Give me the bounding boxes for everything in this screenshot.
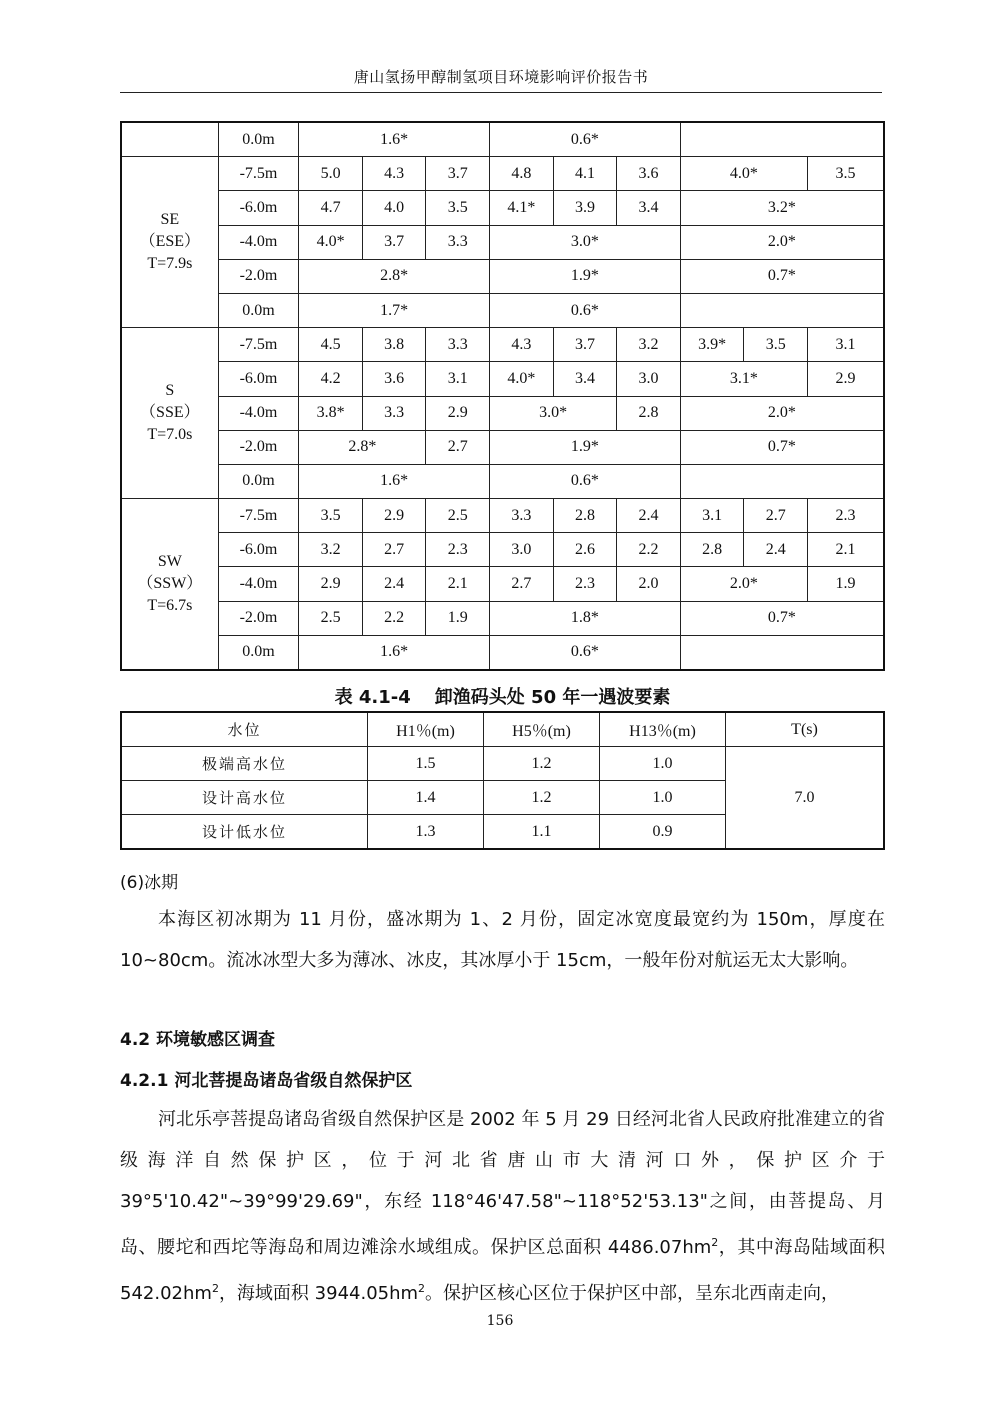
direction-line: SE <box>160 211 180 229</box>
wave-value-cell: 3.3 <box>490 499 554 533</box>
depth-cell: 0.0m <box>218 122 299 157</box>
wave-value-cell: 3.7 <box>362 225 426 259</box>
table-row <box>121 635 884 670</box>
wave-value-cell: 3.1 <box>807 328 884 362</box>
wave-value-cell: 3.1 <box>680 499 744 533</box>
direction-line: S <box>165 382 175 400</box>
wave-value-cell: 4.0* <box>299 225 363 259</box>
wave-value-cell: 2.8 <box>617 396 681 430</box>
wave-value-cell: 3.5 <box>426 191 490 225</box>
wave-value-cell: 0.6* <box>490 122 681 157</box>
row-label: 设计低水位 <box>121 815 368 850</box>
wave-value-cell: 4.0 <box>362 191 426 225</box>
wave-value-cell: 2.8* <box>299 430 426 464</box>
direction-cell <box>121 499 218 670</box>
header-h5: H5％(m) <box>484 712 600 747</box>
direction-line: T=7.9s <box>147 255 193 273</box>
wave-value-cell: 2.6 <box>553 533 617 567</box>
wave-value-cell: 0.6* <box>490 293 681 327</box>
direction-line: SW <box>157 553 182 571</box>
wave-value-cell: 2.7 <box>362 533 426 567</box>
table-row <box>121 293 884 327</box>
wave-value-cell: 2.0* <box>680 396 884 430</box>
table-row <box>121 430 884 464</box>
wave-value-cell: 2.1 <box>807 533 884 567</box>
text-run: ，海域面积 3944.05hm <box>218 1283 419 1304</box>
superscript: 2 <box>211 1282 219 1295</box>
table-row <box>121 191 884 225</box>
depth-cell: -4.0m <box>218 225 299 259</box>
table-row <box>121 601 884 635</box>
wave-value-cell: 3.5 <box>744 328 808 362</box>
wave-value-cell: 3.5 <box>807 157 884 191</box>
wave-value-cell: 4.0* <box>490 362 554 396</box>
cell-h5: 1.2 <box>484 781 600 815</box>
row-label: 设计高水位 <box>121 781 368 815</box>
wave-value-cell <box>680 464 884 498</box>
wave-value-cell: 3.8 <box>362 328 426 362</box>
table-row <box>121 122 884 157</box>
cell-h1: 1.4 <box>368 781 484 815</box>
wave-value-cell: 2.5 <box>299 601 363 635</box>
wave-value-cell: 2.0* <box>680 225 884 259</box>
wave-value-cell: 0.6* <box>490 464 681 498</box>
wave-value-cell: 2.8 <box>553 499 617 533</box>
wave-value-cell: 1.9 <box>426 601 490 635</box>
wave-value-cell: 2.1 <box>426 567 490 601</box>
table-row <box>121 464 884 498</box>
header-water-level: 水位 <box>121 712 368 747</box>
direction-cell <box>121 157 218 328</box>
depth-cell: -4.0m <box>218 567 299 601</box>
text-run: ，其中海岛陆域面积 542.02hm <box>120 1237 885 1304</box>
wave-value-cell: 2.4 <box>617 499 681 533</box>
wave-value-cell: 3.6 <box>617 157 681 191</box>
depth-cell: 0.0m <box>218 464 299 498</box>
table-row <box>121 225 884 259</box>
subsection-ice-period: (6)冰期 <box>120 873 179 893</box>
table-header-row <box>121 712 884 747</box>
wave-value-cell: 2.0* <box>680 567 807 601</box>
wave-value-cell: 1.6* <box>299 635 490 670</box>
wave-value-cell: 2.3 <box>553 567 617 601</box>
wave-value-cell: 3.0 <box>617 362 681 396</box>
cell-t: 7.0 <box>726 747 885 850</box>
text-run: 河北乐亭菩提岛诸岛省级自然保护区是 2002 年 5 月 29 日经河北省人民政府批准建立的省级海洋自然保护区，位于河北省唐山市大清河口外，保护区介于 39°5'10.42"~39°99'29.69"，东经 118°46'47.58"~118°52'53.13"之间，由菩提岛、月岛、腰坨和西坨等海岛和周边滩涂水域组成。保护区总面积 4486.07hm <box>120 1109 885 1258</box>
wave-elements-table <box>120 121 885 671</box>
wave-value-cell: 2.8* <box>299 259 490 293</box>
wave-value-cell: 1.7* <box>299 293 490 327</box>
depth-cell: -7.5m <box>218 157 299 191</box>
direction-line: （SSW） <box>137 575 203 593</box>
wave-value-cell: 1.9* <box>490 430 681 464</box>
wave-value-cell: 0.6* <box>490 635 681 670</box>
header-divider <box>120 92 882 93</box>
header-h1: H1％(m) <box>368 712 484 747</box>
wave-value-cell: 5.0 <box>299 157 363 191</box>
row-label: 极端高水位 <box>121 747 368 781</box>
wave-value-cell: 3.8* <box>299 396 363 430</box>
wave-value-cell: 2.9 <box>299 567 363 601</box>
cell-h1: 1.3 <box>368 815 484 850</box>
header-t: T(s) <box>726 712 885 747</box>
depth-cell: -6.0m <box>218 533 299 567</box>
wave-value-cell: 3.2* <box>680 191 884 225</box>
paragraph-ice: 本海区初冰期为 11 月份，盛冰期为 1、2 月份，固定冰宽度最宽约为 150m，厚度在 10~80cm。流冰冰型大多为薄冰、冰皮，其冰厚小于 15cm，一般年份对航运无太大影响。 <box>120 909 885 971</box>
section-heading-4-2-1: 4.2.1 河北菩提岛诸岛省级自然保护区 <box>120 1071 413 1091</box>
table-row <box>121 157 884 191</box>
wave-value-cell: 0.7* <box>680 259 884 293</box>
text-run: 。保护区核心区位于保护区中部，呈东北西南走向， <box>425 1283 840 1304</box>
depth-cell: -7.5m <box>218 499 299 533</box>
superscript: 2 <box>418 1282 426 1295</box>
wave-value-cell: 3.2 <box>617 328 681 362</box>
wave-value-cell: 3.3 <box>362 396 426 430</box>
wave-value-cell: 0.7* <box>680 430 884 464</box>
wave-value-cell <box>680 122 884 157</box>
table-row <box>121 396 884 430</box>
wave-value-cell: 2.2 <box>617 533 681 567</box>
wave-value-cell: 3.4 <box>617 191 681 225</box>
wave-value-cell: 4.1* <box>490 191 554 225</box>
wave-value-cell: 2.9 <box>807 362 884 396</box>
wave-value-cell: 4.5 <box>299 328 363 362</box>
wave-value-cell: 4.3 <box>490 328 554 362</box>
wave-value-cell: 2.7 <box>744 499 808 533</box>
wave-value-cell: 2.3 <box>807 499 884 533</box>
table-number: 表 4.1-4 <box>334 687 411 708</box>
table-row <box>121 747 884 781</box>
cell-h1: 1.5 <box>368 747 484 781</box>
depth-cell: -4.0m <box>218 396 299 430</box>
direction-line: （ESE） <box>139 233 201 251</box>
depth-cell: -6.0m <box>218 191 299 225</box>
wave-value-cell: 2.4 <box>744 533 808 567</box>
wave-value-cell: 4.3 <box>362 157 426 191</box>
wave-value-cell: 3.1 <box>426 362 490 396</box>
depth-cell: -7.5m <box>218 328 299 362</box>
wave-value-cell: 3.9 <box>553 191 617 225</box>
table-row <box>121 533 884 567</box>
wave-value-cell: 2.4 <box>362 567 426 601</box>
wave-value-cell: 2.3 <box>426 533 490 567</box>
wave-value-cell: 3.0 <box>490 533 554 567</box>
table-row <box>121 259 884 293</box>
wave-value-cell: 4.2 <box>299 362 363 396</box>
wave-value-cell: 2.8 <box>680 533 744 567</box>
wave-value-cell: 3.0* <box>490 396 617 430</box>
wave-value-cell: 2.9 <box>426 396 490 430</box>
table-row <box>121 328 884 362</box>
wave-value-cell: 3.1* <box>680 362 807 396</box>
depth-cell: 0.0m <box>218 635 299 670</box>
direction-line: T=6.7s <box>147 597 193 615</box>
page-header-title: 唐山氢扬甲醇制氢项目环境影响评价报告书 <box>353 68 649 86</box>
depth-cell: 0.0m <box>218 293 299 327</box>
wave-value-cell: 3.0* <box>490 225 681 259</box>
wave-value-cell: 2.5 <box>426 499 490 533</box>
wave-value-cell: 3.5 <box>299 499 363 533</box>
wave-value-cell: 3.4 <box>553 362 617 396</box>
wave-value-cell: 1.9 <box>807 567 884 601</box>
wave-value-cell: 2.2 <box>362 601 426 635</box>
cell-h13: 0.9 <box>600 815 726 850</box>
wave-value-cell: 2.7 <box>426 430 490 464</box>
depth-cell: -6.0m <box>218 362 299 396</box>
depth-cell: -2.0m <box>218 259 299 293</box>
wave-value-cell: 3.6 <box>362 362 426 396</box>
direction-cell <box>121 328 218 499</box>
section-heading-4-2: 4.2 环境敏感区调查 <box>120 1030 276 1050</box>
wave-value-cell: 1.6* <box>299 464 490 498</box>
cell-h5: 1.2 <box>484 747 600 781</box>
wave-value-cell: 1.8* <box>490 601 681 635</box>
table-title: 卸渔码头处 50 年一遇波要素 <box>434 687 671 708</box>
depth-cell: -2.0m <box>218 430 299 464</box>
wave-value-cell <box>680 293 884 327</box>
cell-h13: 1.0 <box>600 781 726 815</box>
header-h13: H13％(m) <box>600 712 726 747</box>
cell-h5: 1.1 <box>484 815 600 850</box>
wave-value-cell: 3.9* <box>680 328 744 362</box>
cell-h13: 1.0 <box>600 747 726 781</box>
paragraph-reserve <box>120 1099 885 1314</box>
direction-line: T=7.0s <box>147 426 193 444</box>
wave-value-cell: 3.3 <box>426 328 490 362</box>
wave-value-cell: 3.2 <box>299 533 363 567</box>
table-4-1-4 <box>120 711 885 850</box>
wave-value-cell: 2.0 <box>617 567 681 601</box>
direction-cell <box>121 122 218 157</box>
wave-value-cell: 3.3 <box>426 225 490 259</box>
table-row <box>121 567 884 601</box>
wave-value-cell: 3.7 <box>426 157 490 191</box>
page-number: 156 <box>486 1313 514 1329</box>
wave-value-cell <box>680 635 884 670</box>
wave-value-cell: 2.7 <box>490 567 554 601</box>
wave-value-cell: 3.7 <box>553 328 617 362</box>
wave-value-cell: 0.7* <box>680 601 884 635</box>
table-row <box>121 362 884 396</box>
table-4-1-4-caption <box>120 683 885 709</box>
wave-value-cell: 1.6* <box>299 122 490 157</box>
wave-value-cell: 4.1 <box>553 157 617 191</box>
wave-value-cell: 4.8 <box>490 157 554 191</box>
wave-value-cell: 2.9 <box>362 499 426 533</box>
table-row <box>121 499 884 533</box>
depth-cell: -2.0m <box>218 601 299 635</box>
superscript: 2 <box>711 1236 719 1249</box>
wave-value-cell: 4.7 <box>299 191 363 225</box>
wave-value-cell: 4.0* <box>680 157 807 191</box>
wave-value-cell: 1.9* <box>490 259 681 293</box>
direction-line: （SSE） <box>140 404 200 422</box>
